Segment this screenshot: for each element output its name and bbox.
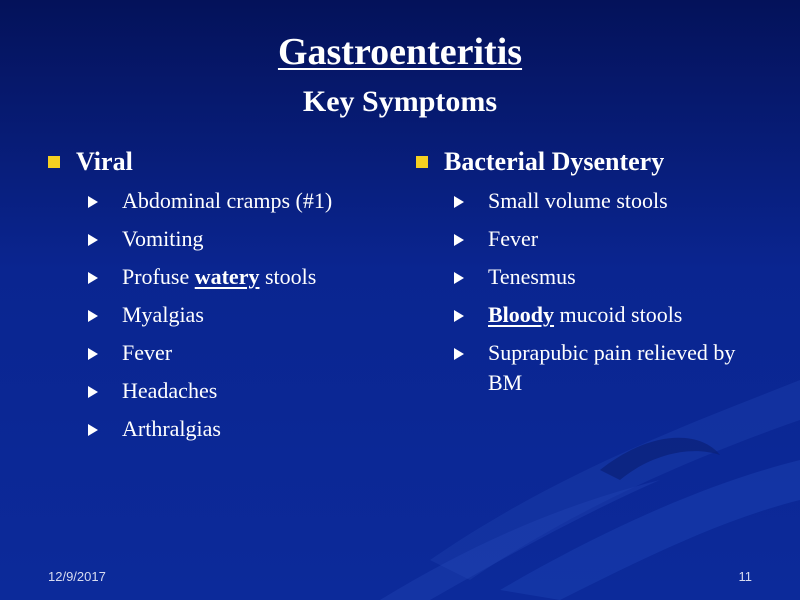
item-text: Tenesmus bbox=[488, 264, 576, 289]
column-heading-label: Bacterial Dysentery bbox=[444, 147, 665, 176]
symptom-list bbox=[416, 186, 756, 398]
list-item bbox=[454, 224, 756, 254]
triangle-bullet-icon bbox=[454, 196, 464, 208]
slide-title: Gastroenteritis bbox=[277, 31, 523, 73]
triangle-bullet-icon bbox=[88, 386, 98, 398]
footer-date: 12/9/2017 bbox=[48, 569, 106, 584]
item-text: Headaches bbox=[122, 378, 218, 403]
triangle-bullet-icon bbox=[454, 272, 464, 284]
item-text: Suprapubic pain relieved by BM bbox=[488, 340, 736, 395]
symptom-list bbox=[48, 186, 388, 444]
triangle-bullet-icon bbox=[454, 310, 464, 322]
triangle-bullet-icon bbox=[88, 310, 98, 322]
column-heading bbox=[48, 144, 388, 180]
item-text-after: stools bbox=[259, 264, 317, 289]
list-item bbox=[454, 262, 756, 292]
list-item bbox=[88, 414, 388, 444]
list-item bbox=[454, 338, 738, 398]
column-bacterial-dysentery bbox=[416, 144, 756, 406]
slide-number: 11 bbox=[738, 569, 752, 584]
column-heading bbox=[416, 144, 756, 180]
item-text: Fever bbox=[488, 226, 539, 251]
triangle-bullet-icon bbox=[454, 348, 464, 360]
list-item bbox=[88, 300, 388, 330]
list-item bbox=[88, 224, 388, 254]
slide-subtitle: Key Symptoms bbox=[302, 85, 498, 118]
item-emphasis: watery bbox=[194, 264, 260, 289]
list-item bbox=[88, 338, 388, 368]
item-text: Abdominal cramps (#1) bbox=[122, 188, 333, 213]
list-item bbox=[454, 300, 756, 330]
triangle-bullet-icon bbox=[88, 272, 98, 284]
item-text-after: mucoid stools bbox=[554, 302, 683, 327]
list-item bbox=[88, 262, 388, 292]
item-text: Fever bbox=[122, 340, 173, 365]
column-heading-label: Viral bbox=[76, 147, 133, 176]
list-item bbox=[88, 186, 388, 216]
triangle-bullet-icon bbox=[88, 348, 98, 360]
triangle-bullet-icon bbox=[88, 234, 98, 246]
list-item bbox=[454, 186, 756, 216]
square-bullet-icon bbox=[416, 156, 428, 168]
triangle-bullet-icon bbox=[88, 196, 98, 208]
list-item bbox=[88, 376, 388, 406]
item-text: Small volume stools bbox=[488, 188, 668, 213]
item-text: Myalgias bbox=[122, 302, 204, 327]
item-emphasis: Bloody bbox=[488, 302, 555, 327]
triangle-bullet-icon bbox=[454, 234, 464, 246]
item-text: Vomiting bbox=[122, 226, 204, 251]
column-viral bbox=[48, 144, 388, 452]
item-text: Arthralgias bbox=[122, 416, 221, 441]
item-text: Profuse bbox=[122, 264, 195, 289]
triangle-bullet-icon bbox=[88, 424, 98, 436]
square-bullet-icon bbox=[48, 156, 60, 168]
